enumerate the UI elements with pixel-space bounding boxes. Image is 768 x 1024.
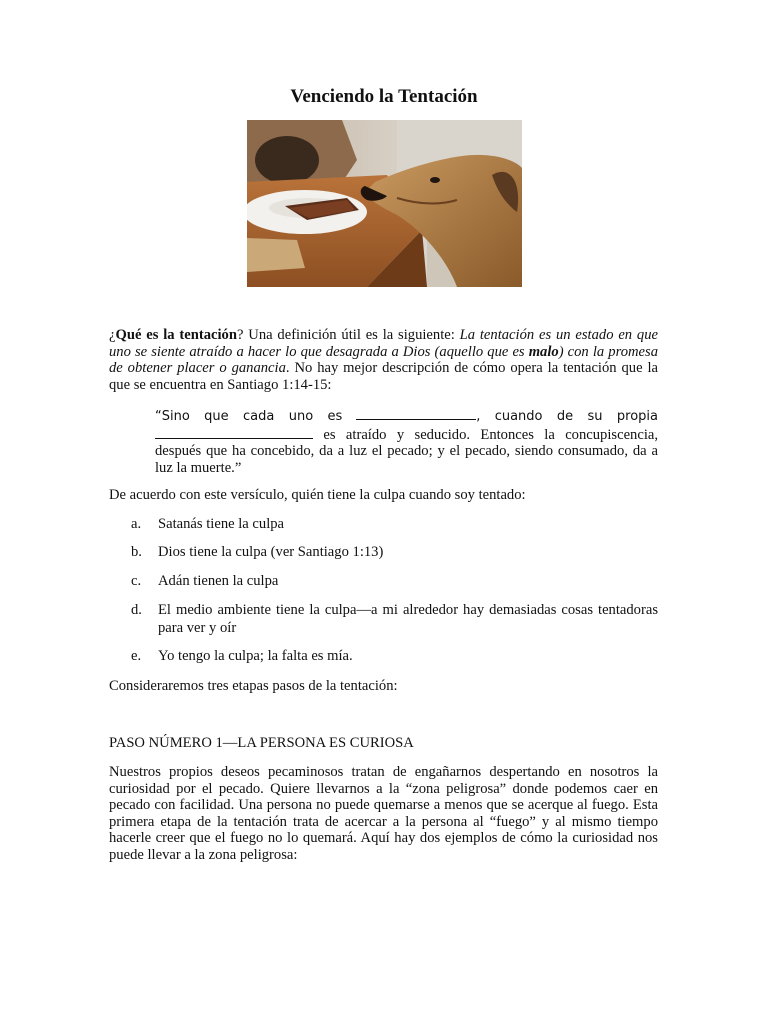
- quote-part-3: es atraído y seducido. Entonces la concupiscencia, después que ha concebido, da a luz el pecado; y el pecado, siendo consumado, da a luz la muerte.”: [155, 426, 658, 476]
- option-mark: e.: [131, 648, 142, 664]
- intro-question-rest: ? Una definición útil es la siguiente:: [236, 327, 460, 343]
- option-text: Satanás tiene la culpa: [158, 516, 285, 532]
- definition-italic-1: La tentación es un estado en que uno se siente atraído a hacer lo que desagrada a Dios (aquello que es: [109, 327, 658, 360]
- step1-body: Nuestros propios deseos pecaminosos tratan de engañarnos despertando en nosotros la curiosidad por el pecado. Quiere llevarnos a la “zona peligrosa” donde podemos caer en pecado con facilidad. Una persona no puede quemarse a menos que se acerque al fuego. Esta primera etapa de la tentación trata de acercar a la persona al “fuego” y al mismo tiempo hacerle creer que el fuego no lo quemará. Aquí hay dos ejemplos de cómo la curiosidad nos puede llevar a la zona peligrosa:: [109, 764, 658, 863]
- quote-part-1: “Sino que cada uno es: [155, 409, 343, 424]
- intro-paragraph: [109, 327, 658, 393]
- stages-intro: Consideraremos tres etapas pasos de la tentación:: [109, 678, 398, 694]
- option-mark: d.: [131, 602, 142, 618]
- quote-blank-1[interactable]: [356, 407, 476, 420]
- culpa-question: De acuerdo con este versículo, quién tiene la culpa cuando soy tentado:: [109, 487, 526, 503]
- option-mark: a.: [131, 516, 142, 532]
- dog-and-plate-photo: [247, 120, 522, 287]
- quote-blank-2[interactable]: [155, 426, 313, 439]
- definition-bold: malo: [528, 343, 559, 360]
- intro-question-bold: Qué es la tentación: [115, 327, 237, 343]
- step1-heading: PASO NÚMERO 1—LA PERSONA ES CURIOSA: [109, 735, 414, 751]
- intro-question-mark: ¿: [109, 327, 116, 343]
- option-mark: c.: [131, 573, 142, 589]
- option-text: Adán tienen la culpa: [158, 573, 279, 589]
- definition-italic-2: ) con la promesa de obtener placer o ganancia: [109, 343, 658, 376]
- option-text: Yo tengo la culpa; la falta es mía.: [158, 648, 353, 664]
- intro-after: . No hay mejor descripción de cómo opera la tentación que la que se encuentra en Santiago 1:14-15:: [109, 360, 658, 393]
- option-text: Dios tiene la culpa (ver Santiago 1:13): [158, 544, 384, 560]
- option-mark: b.: [131, 544, 142, 560]
- scripture-quote: [155, 407, 658, 476]
- quote-part-2: , cuando de su propia: [476, 409, 658, 424]
- document-title: Venciendo la Tentación: [290, 86, 478, 107]
- option-text: El medio ambiente tiene la culpa—a mi alrededor hay demasiadas cosas tentadoras para ver y oír: [158, 602, 658, 636]
